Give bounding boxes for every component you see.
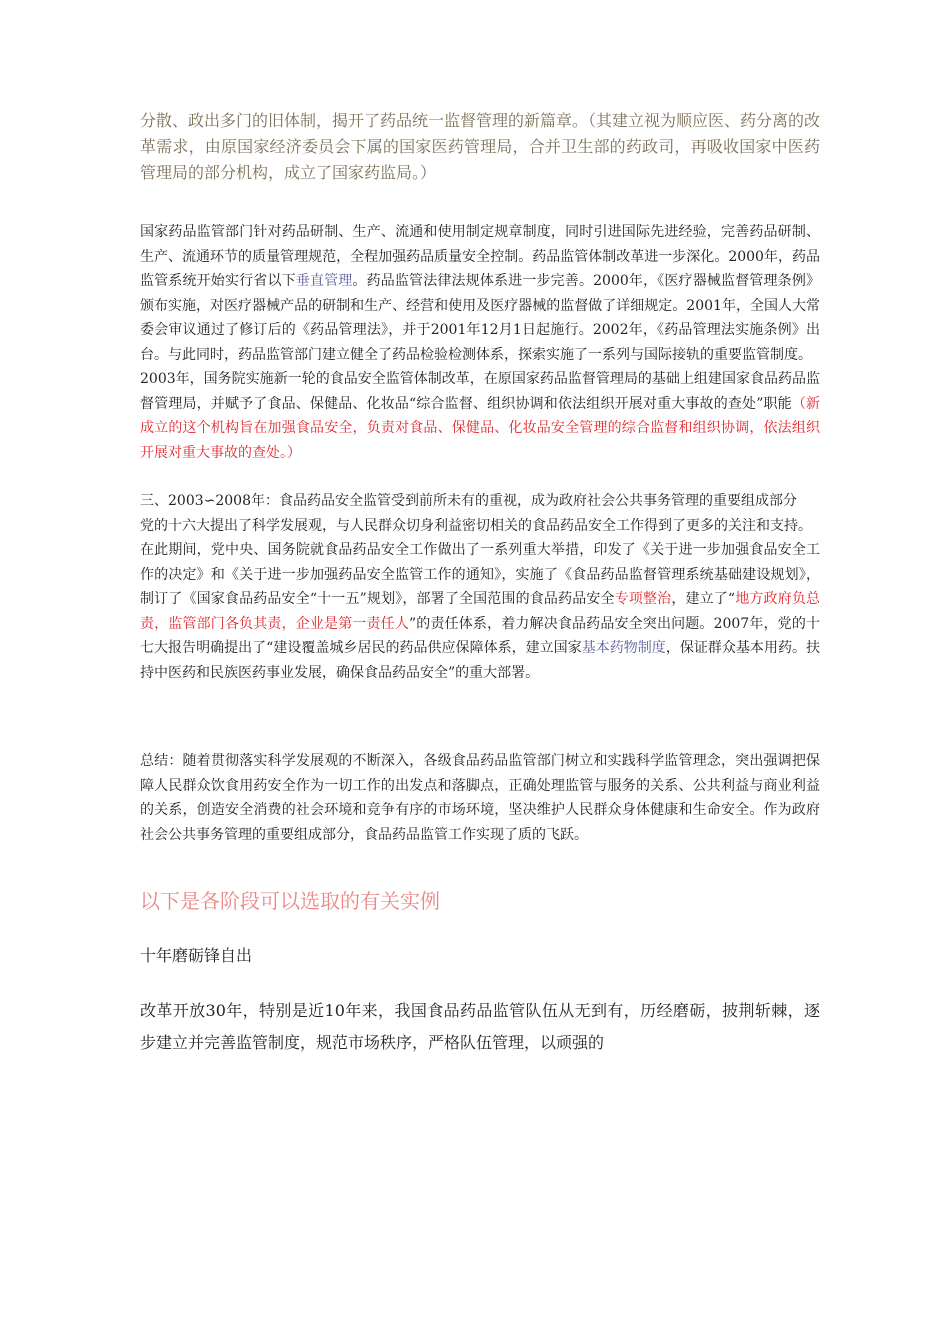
- paragraph-text: ”的责任体系，着力解决食品药品安全突出问题。2007年，党的十七大报告明确提出了“建设覆盖城乡居民的药品供应保障体系，建立国家: [140, 615, 820, 656]
- example-title: 十年磨砺锋自出: [140, 946, 253, 965]
- essential-drug-system-link[interactable]: 基本药物制度: [581, 640, 666, 656]
- example-paragraph: 改革开放30年，特别是近10年来，我国食品药品监管队伍从无到有，历经磨砺，披荆斩棘，逐步建立并完善监管制度，规范市场秩序，严格队伍管理，以顽强的: [140, 1001, 820, 1052]
- highlighted-note: （新成立的这个机构旨在加强食品安全，负责对食品、保健品、化妆品安全管理的综合监督和组织协调，依法组织开展对重大事故的查处。）: [140, 395, 821, 461]
- section-three-heading: 三、2003∽2008年：食品药品安全监管受到前所未有的重视，成为政府社会公共事务管理的重要组成部分: [140, 493, 797, 509]
- summary-paragraph: 总结：随着贯彻落实科学发展观的不断深入，各级食品药品监管部门树立和实践科学监管理念，突出强调把保障人民群众饮食用药安全作为一切工作的出发点和落脚点，正确处理监管与服务的关系、公共利益与商业利益的关系，创造安全消费的社会环境和竞争有序的市场环境，坚决维护人民群众身体健康和生命安全。作为政府社会公共事务管理的重要组成部分，食品药品监管工作实现了质的飞跃。: [140, 753, 820, 843]
- vertical-management-link[interactable]: 垂直管理: [295, 273, 353, 289]
- examples-section-title: 以下是各阶段可以选取的有关实例: [140, 889, 440, 913]
- paragraph-text: ，建立了“: [671, 591, 736, 607]
- paragraph-sixteenth-congress: 党的十六大提出了科学发展观，与人民群众切身利益密切相关的食品药品安全工作得到了更多的关注和支持。: [140, 517, 812, 534]
- intro-paragraph: 分散、政出多门的旧体制，揭开了药品统一监督管理的新篇章。（其建立视为顺应医、药分离的改革需求，由原国家经济委员会下属的国家医药管理局，合并卫生部的药政司，再吸收国家中医药管理局的部分机构，成立了国家药监局。）: [140, 111, 821, 182]
- responsibility-system-highlight: 地方政府负总责，监管部门各负其责，企业是第一责任人: [140, 591, 821, 632]
- paragraph-text: 在此期间，党中央、国务院就食品药品安全工作做出了一系列重大举措，印发了《关于进一步加强食品安全工作的决定》和《关于进一步加强药品安全监管工作的通知》，实施了《食品药品监督管理系统基础建设规划》，制订了《国家食品药品安全“十一五”规划》，部署了全国范围的食品药品安全: [140, 542, 820, 607]
- special-rectification-highlight: 专项整治: [614, 591, 672, 607]
- document-body: [140, 108, 820, 1059]
- paragraph-text: ，保证群众基本用药。扶持中医药和民族医药事业发展，确保食品药品安全”的重大部署。: [140, 640, 821, 681]
- paragraph-text: 2003年，国务院实施新一轮的食品安全监管体制改革，在原国家药品监督管理局的基础上组建国家食品药品监督管理局，并赋予了食品、保健品、化妆品“综合监督、组织协调和依法组织开展对重大事故的查处”职能: [140, 371, 820, 412]
- paragraph-2003-reform: [140, 367, 820, 465]
- paragraph-major-measures: [140, 538, 820, 685]
- paragraph-text: 国家药品监管部门针对药品研制、生产、流通和使用制定规章制度，同时引进国际先进经验，完善药品研制、生产、流通环节的质量管理规范，全程加强药品质量安全控制。药品监管体制改革进一步深化。2000年，药品监管系统开始实行省以下: [140, 224, 820, 289]
- paragraph-regulation: [140, 220, 820, 367]
- paragraph-text: 。药品监管法律法规体系进一步完善。2000年，《医疗器械监督管理条例》颁布实施，对医疗器械产品的研制和生产、经营和使用及医疗器械的监督做了详细规定。2001年，全国人大常委会审议通过了修订后的《药品管理法》，并于2001年12月1日起施行。2002年，《药品管理法实施条例》出台。与此同时，药品监管部门建立健全了药品检验检测体系，探索实施了一系列与国际接轨的重要监管制度。: [140, 273, 820, 363]
